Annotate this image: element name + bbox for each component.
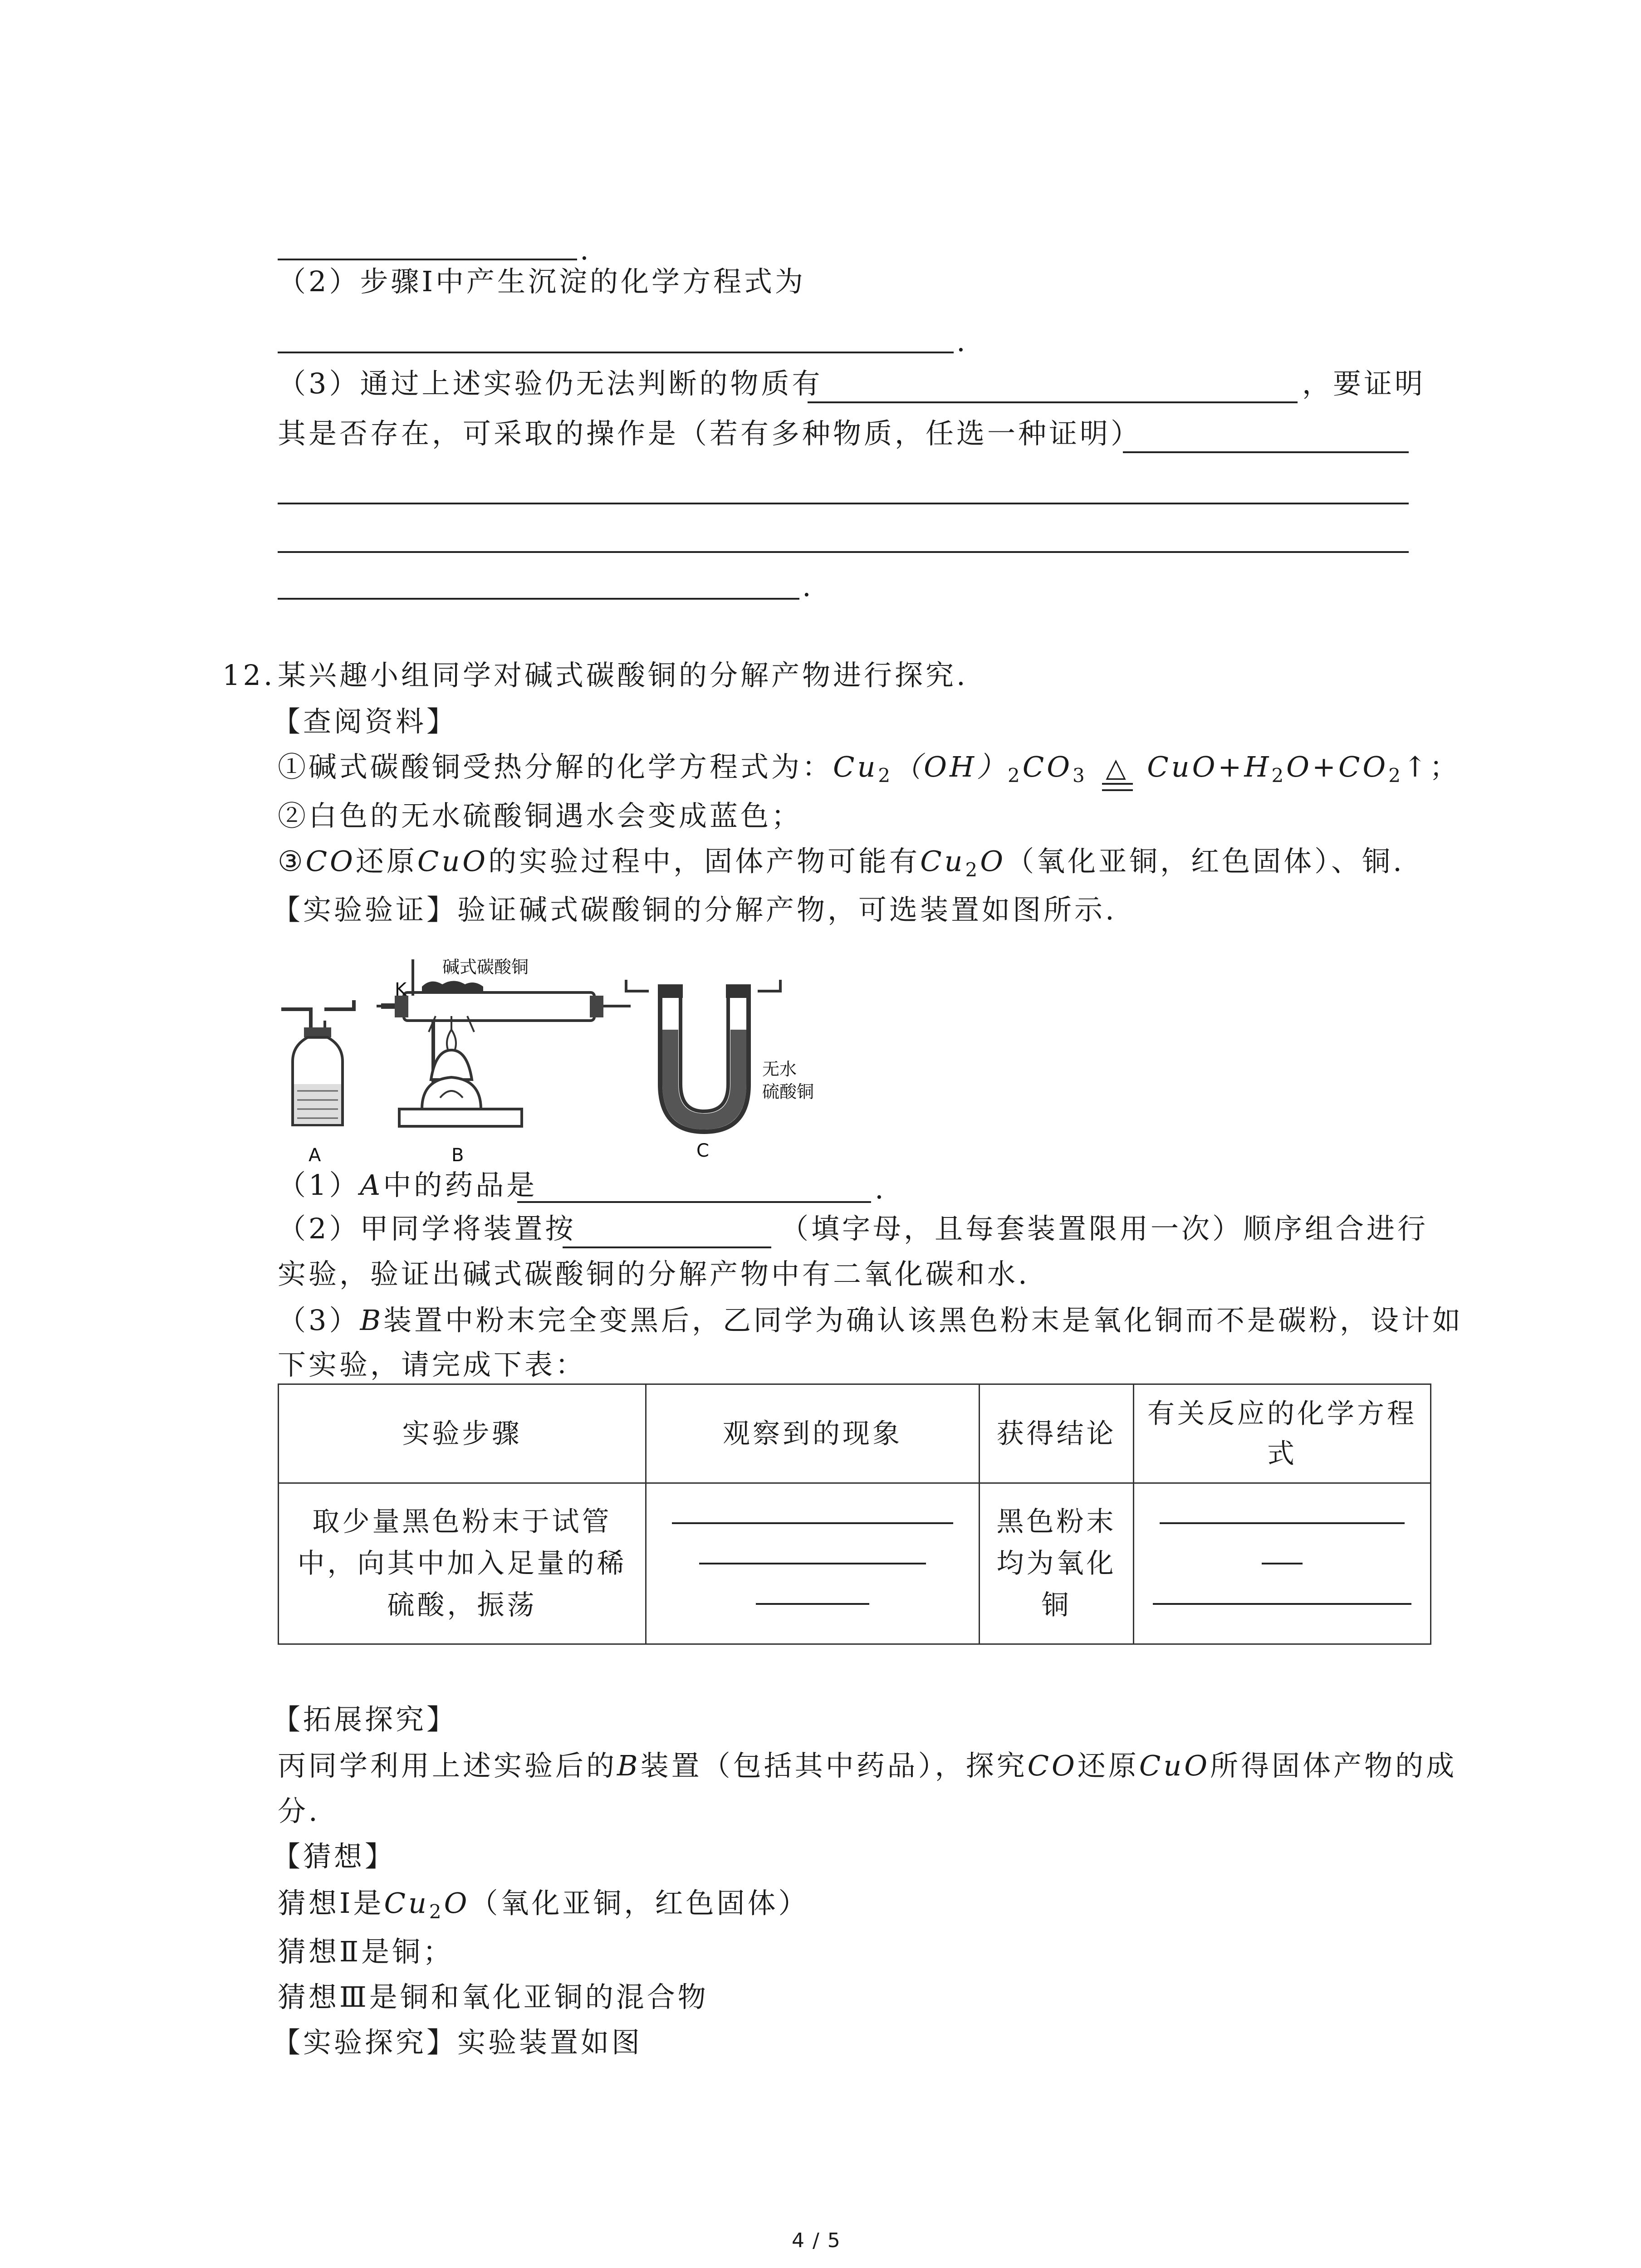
label-k: K bbox=[395, 979, 407, 1000]
section-verification: 【实验验证】验证碱式碳酸铜的分解产物，可选装置如图所示. bbox=[272, 893, 1117, 926]
header-phenomenon: 观察到的现象 bbox=[646, 1384, 980, 1483]
reference-2: ②白色的无水硫酸铜遇水会变成蓝色； bbox=[278, 799, 803, 832]
label-anhydrous: 无水 bbox=[762, 1059, 797, 1079]
answer-blank[interactable] bbox=[699, 1563, 926, 1564]
answer-blank[interactable] bbox=[278, 551, 1409, 553]
question-number: 12. bbox=[222, 659, 275, 692]
answer-blank[interactable] bbox=[517, 1201, 871, 1203]
cell-steps: 取少量黑色粉末于试管 中，向其中加入足量的稀 硫酸，振荡 bbox=[279, 1483, 646, 1644]
section-guess: 【猜想】 bbox=[272, 1840, 396, 1873]
q12-intro: 某兴趣小组同学对碱式碳酸铜的分解产物进行探究. bbox=[278, 659, 968, 692]
section-extension: 【拓展探究】 bbox=[272, 1703, 458, 1736]
guess-2: 猜想Ⅱ是铜； bbox=[278, 1935, 454, 1968]
reference-3: ③CO还原CuO的实验过程中，固体产物可能有$Cu_2O$（氧化亚铜，红色固体）、铜. bbox=[278, 845, 1405, 881]
header-conclusion: 获得结论 bbox=[980, 1384, 1134, 1483]
cell-phenomenon[interactable] bbox=[646, 1483, 980, 1644]
apparatus-figure bbox=[272, 953, 844, 1170]
period: . bbox=[802, 570, 814, 603]
header-equation: 有关反应的化学方程式 bbox=[1134, 1384, 1431, 1483]
answer-blank[interactable] bbox=[563, 1246, 771, 1248]
label-c: C bbox=[696, 1140, 709, 1161]
cell-equation[interactable] bbox=[1134, 1483, 1431, 1644]
q12-part3-c: 下实验，请完成下表： bbox=[278, 1348, 587, 1381]
experiment-table bbox=[278, 1383, 1431, 1645]
device-c-u-tube bbox=[626, 980, 780, 1132]
q12-part2-c: 实验，验证出碱式碳酸铜的分解产物中有二氧化碳和水. bbox=[278, 1257, 1030, 1290]
answer-blank[interactable] bbox=[1160, 1522, 1405, 1524]
answer-blank[interactable] bbox=[808, 401, 1298, 403]
section-explore: 【实验探究】实验装置如图 bbox=[272, 2026, 643, 2059]
device-b-heating-tube bbox=[377, 959, 631, 1126]
guess-3: 猜想Ⅲ是铜和氧化亚铜的混合物 bbox=[278, 1980, 709, 2014]
answer-blank[interactable] bbox=[672, 1522, 953, 1524]
device-a-wash-bottle bbox=[281, 1000, 354, 1125]
cell-conclusion: 黑色粉末 均为氧化 铜 bbox=[980, 1483, 1134, 1644]
answer-blank[interactable] bbox=[756, 1603, 869, 1605]
answer-blank[interactable] bbox=[278, 259, 577, 260]
answer-blank[interactable] bbox=[278, 598, 799, 600]
q11-part3-a: （3）通过上述实验仍无法判断的物质有 bbox=[278, 367, 823, 400]
q12-part1: （1）A中的药品是 bbox=[278, 1168, 538, 1202]
label-b: B bbox=[451, 1145, 464, 1166]
period: . bbox=[580, 233, 592, 266]
q11-part2: （2）步骤Ⅰ中产生沉淀的化学方程式为 bbox=[278, 265, 806, 298]
answer-blank[interactable] bbox=[278, 503, 1409, 504]
heat-equals-sign: △ bbox=[1099, 753, 1136, 781]
page-number: 4 / 5 bbox=[792, 2229, 841, 2252]
label-basic-copper-carbonate: 碱式碳酸铜 bbox=[442, 957, 529, 977]
answer-blank[interactable] bbox=[1123, 451, 1409, 453]
q12-part2-a: （2）甲同学将装置按 bbox=[278, 1212, 576, 1245]
q12-part3-a: （3）B装置中粉末完全变黑后，乙同学为确认该黑色粉末是氧化铜而不是碳粉，设计如 bbox=[278, 1304, 1464, 1337]
extension-text-end: 分. bbox=[278, 1794, 320, 1828]
q11-part3-c: 其是否存在，可采取的操作是（若有多种物质，任选一种证明） bbox=[278, 417, 1142, 450]
answer-blank[interactable] bbox=[1262, 1563, 1303, 1564]
reference-1: ①碱式碳酸铜受热分解的化学方程式为：$Cu_2(OH)_2CO_3$ △ $CuO+H_2O+CO_2↑$； bbox=[278, 753, 1460, 785]
guess-1: 猜想Ⅰ是$Cu_2O$（氧化亚铜，红色固体） bbox=[278, 1887, 809, 1923]
q11-part3-b: ，要证明 bbox=[1302, 367, 1426, 400]
period: . bbox=[956, 325, 968, 358]
answer-blank[interactable] bbox=[1153, 1603, 1411, 1605]
q12-part2-b: （填字母，且每套装置限用一次）顺序组合进行 bbox=[780, 1212, 1429, 1245]
answer-blank[interactable] bbox=[278, 352, 954, 353]
label-copper-sulfate: 硫酸铜 bbox=[762, 1082, 814, 1102]
period: . bbox=[875, 1172, 887, 1205]
label-a: A bbox=[309, 1145, 321, 1166]
header-steps: 实验步骤 bbox=[279, 1384, 646, 1483]
extension-text: 丙同学利用上述实验后的B装置（包括其中药品），探究CO还原CuO所得固体产物的成 bbox=[278, 1749, 1457, 1782]
section-reference: 【查阅资料】 bbox=[272, 705, 458, 738]
